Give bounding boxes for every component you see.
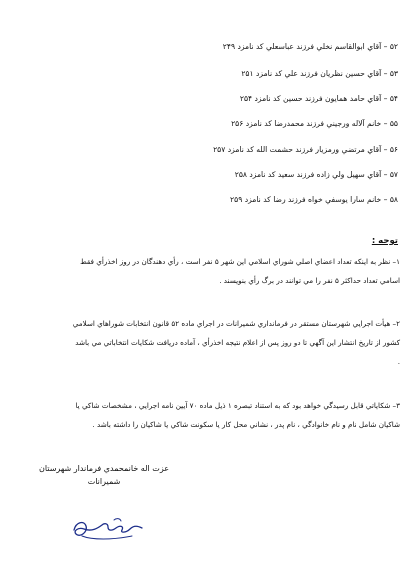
candidate-entry: ۵۳ – آقاي حسين نظريان فرزند علي کد نامزد ۲۵۱ [241,69,398,78]
note-line: کشور از تاريخ انتشار اين آگهي تا دو روز پس از اعلام نتيجه اخذرأي ، آماده دريافت شکايات انتخاباتي مي باشد [75,338,400,347]
signatory-location: شميرانات [87,477,121,486]
candidate-entry: ۵۴ – آقاي حامد همايون فرزند حسين کد نامزد ۲۵۴ [239,94,398,103]
candidate-entry: ۵۲ – آقاي ابوالقاسم نخلي فرزند عباسعلي کد نامزد ۲۴۹ [222,42,398,51]
note-line: ۳– شکاياتي قابل رسيدگي خواهد بود که به استناد تبصره ۱ ذيل ماده ۷۰ آيين نامه اجرايي ، مشخصات شاکي يا [75,401,400,410]
notes-heading: توجه : [371,236,398,246]
candidate-entry: ۵۶ – آقاي مرتضي ورمزيار فرزند حشمت الله کد نامزد ۲۵۷ [213,145,398,154]
candidate-entry: ۵۸ – خانم سارا يوسفي خواه فرزند رضا کد نامزد ۲۵۹ [230,195,398,204]
signatory-block [34,462,174,488]
signatory-name: عزت اله خانمحمدي فرماندار شهرستان [38,464,170,473]
candidate-entry: ۵۷ – آقاي سهيل ولي زاده فرزند سعيد کد نامزد ۲۵۸ [234,170,398,179]
note-line: . [397,357,400,366]
note-line: اسامي تعداد حداکثر ۵ نفر را مي توانند در برگ رأي بنويسند . [219,276,400,285]
note-line: شاکيان شامل نام و نام خانوادگي ، نام پدر ، نشاني محل کار يا سکونت شاکي يا شاکيان را داشته باشد . [92,420,400,429]
note-line: ۱– نظر به اينکه تعداد اعضاي اصلي شوراي اسلامي اين شهر ۵ نفر است ، رأي دهندگان در روز اخذرأي فقط [80,257,400,266]
note-3 [14,396,400,434]
note-line: ۲– هيأت اجرايي شهرستان مستقر در فرمانداري شميرانات در اجراي ماده ۵۲ قانون انتخابات شوراهاي اسلامي [72,319,400,328]
candidate-entry: ۵۵ – خانم آلاله ورجيني فرزند محمدرضا کد نامزد ۲۵۶ [231,119,398,128]
note-1 [14,252,400,290]
note-2 [14,314,400,371]
handwritten-signature-icon [68,514,154,544]
